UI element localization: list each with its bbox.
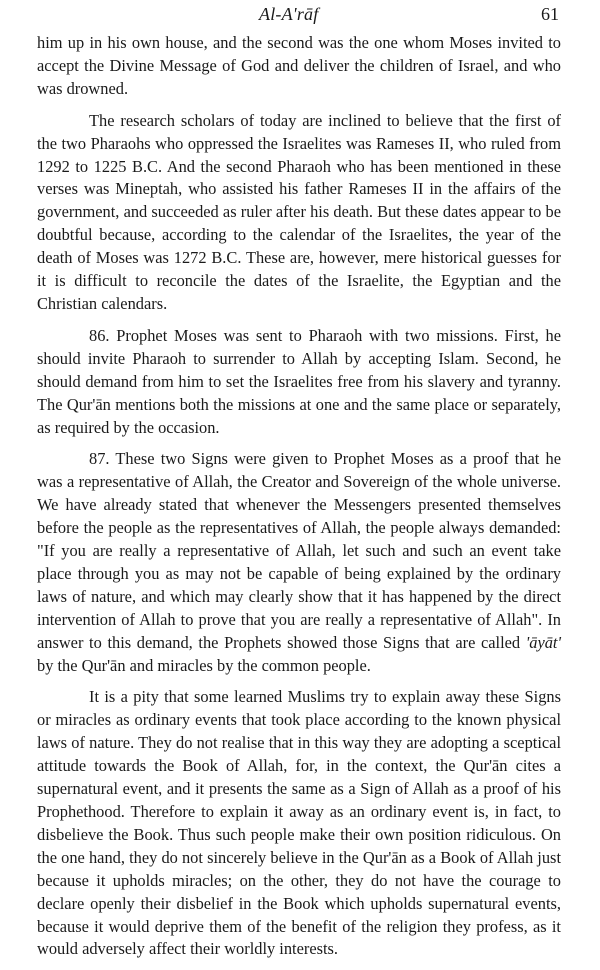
note-87-text-after: by the Qur'ān and miracles by the common people.	[37, 655, 371, 675]
body-text	[37, 32, 561, 961]
note-87-text-before: 87. These two Signs were given to Prophet Moses as a proof that he was a representative of Allah, the Creator and Sovereign of the whole universe. We have already stated that whenever the Messengers presented themselves before the people as the representatives of Allah, the people always demanded: "If you are really a representative of Allah, let such and such an event take place through you as may not be capable of being explained by the ordinary laws of nature, and which may clearly show that it has happened by the direct intervention of Allah to prove that you are really a representative of Allah". In answer to this demand, the Prophets showed those Signs that are called	[37, 449, 561, 652]
running-header	[37, 0, 561, 28]
running-title: Al-A'rāf	[259, 4, 319, 24]
paragraph-note-86: 86. Prophet Moses was sent to Pharaoh with two missions. First, he should invite Pharaoh to surrender to Allah by accepting Islam. Second, he should demand from him to set the Israelites free from his slavery and tyranny. The Qur'ān mentions both the missions at one and the same place or separately, as required by the occasion.	[37, 325, 561, 437]
page-number: 61	[541, 4, 559, 24]
book-page	[37, 0, 561, 970]
paragraph-note-87	[37, 448, 561, 677]
ayat-term: 'āyāt'	[525, 632, 561, 652]
paragraph-continuation: him up in his own house, and the second was the one whom Moses invited to accept the Divine Message of God and deliver the children of Israel, and who was drowned.	[37, 33, 561, 98]
paragraph-research-scholars: The research scholars of today are inclined to believe that the first of the two Pharaohs who oppressed the Israelites was Rameses II, who ruled from 1292 to 1225 B.C. And the second Pharaoh who has been mentioned in these verses was Mineptah, who assisted his father Rameses II in the affairs of the government, and succeeded as ruler after his death. But these dates appear to be doubtful because, according to the calendar of the Israelites, the year of the death of Moses was 1272 B.C. These are, however, mere historical guesses for it is difficult to reconcile the dates of the Israelite, the Egyptian and the Christian calendars.	[37, 110, 561, 313]
paragraph-pity: It is a pity that some learned Muslims try to explain away these Signs or miracles as ordinary events that took place according to the known physical laws of nature. They do not realise that in this way they are adopting a sceptical attitude towards the Book of Allah, for, in the context, the Qur'ān cites a supernatural event, and it presents the same as a Sign of Allah as a proof of his Prophethood. Therefore to explain it away as an ordinary event is, in fact, to disbelieve the Book. Thus such people make their own position ridiculous. On the one hand, they do not sincerely believe in the Qur'ān as a Book of Allah just because it upholds miracles; on the other, they do not have the courage to declare openly their disbelief in the Book which upholds supernatural events, because it would deprive them of the benefit of the religion they profess, as it would adversely affect their worldly interests.	[37, 687, 561, 959]
